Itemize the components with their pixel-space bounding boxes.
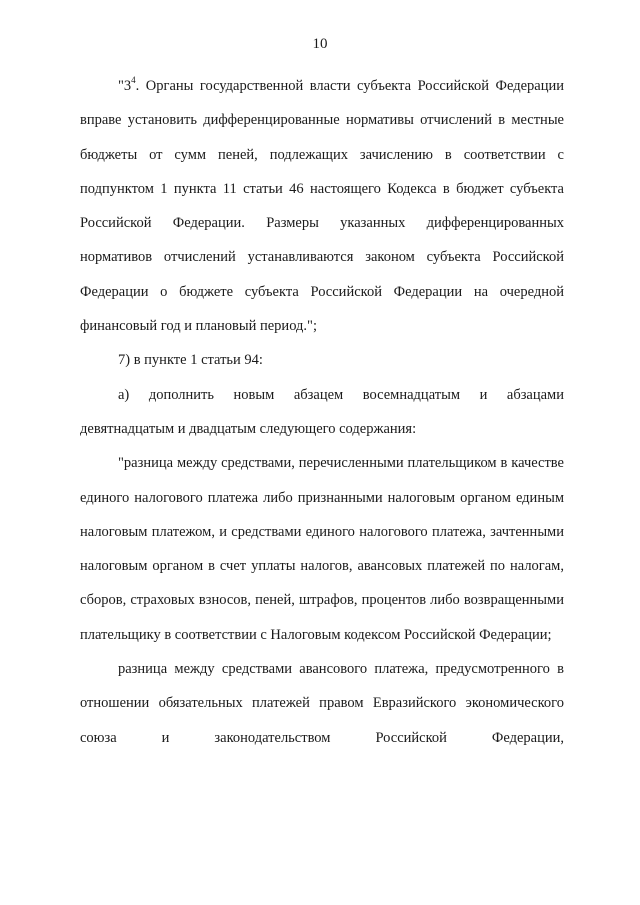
paragraph-quoted-1: "разница между средствами, перечисленными плательщиком в качестве единого налогового платежа либо признанными налоговым органом единым налоговым платежом, и средствами единого налогового платежа, зачтенными налоговым органом в счет уплаты налогов, авансовых платежей по налогам, сборов, страховых взносов, пеней, штрафов, процентов либо возвращенными плательщику в соответствии с Налоговым кодексом Российской Федерации;: [80, 455, 564, 643]
paragraph-article-3-4: [80, 69, 564, 343]
page-number: 10: [312, 36, 328, 52]
paragraph-subitem-a: а) дополнить новым абзацем восемнадцатым и абзацами девятнадцатым и двадцатым следующего содержания:: [80, 386, 564, 437]
paragraph-quoted-2: разница между средствами авансового платежа, предусмотренного в отношении обязательных платежей правом Евразийского экономического союза и законодательством Российской Федерации,: [80, 661, 564, 746]
paragraph-text: . Органы государственной власти субъекта Российской Федерации вправе установить дифференцированные нормативы отчислений в местные бюджеты от сумм пеней, подлежащих зачислению в соответствии с подпунктом 1 пункта 11 статьи 46 настоящего Кодекса в бюджет субъекта Российской Федерации. Размеры указанных дифференцированных нормативов отчислений устанавливаются законом субъекта Российской Федерации о бюджете субъекта Российской Федерации на очередной финансовый год и плановый период.";: [80, 78, 564, 335]
paragraph-item-7: 7) в пункте 1 статьи 94:: [118, 352, 263, 369]
superscript-index: 4: [131, 75, 136, 86]
document-body: [80, 69, 564, 755]
paragraph-prefix: "3: [118, 78, 132, 94]
